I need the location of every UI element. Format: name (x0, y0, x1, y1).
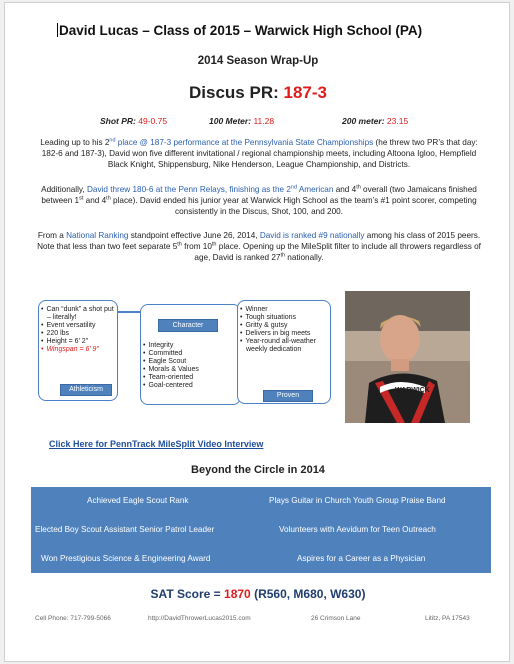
footer-address: 26 Crimson Lane (311, 615, 361, 622)
proven-list: • Winner • Tough situations • Gritty & gutsy • Delivers in big meets • Year-round all-weather weekly dedication (238, 306, 330, 354)
wingspan-item: • Wingspan = 6’ 9” (47, 346, 117, 354)
season-subtitle: 2014 Season Wrap-Up (197, 55, 319, 67)
paragraph-state-championship: Leading up to his 2nd place @ 187-3 performance at the Pennsylvania State Championships (he threw two PR’s that day: 182-6 and 187-3), David won five different invitational / regional championship meets, including Altoona Igloo, Hempfield Black Knight, Shippensburg, Nike Henderson, League Championship, and Districts. (40, 137, 478, 169)
beyond-title: Beyond the Circle in 2014 (191, 464, 325, 476)
beyond-item: Elected Boy Scout Assistant Senior Patrol Leader (35, 525, 215, 534)
text-cursor (57, 23, 58, 37)
footer-city: Lititz, PA 17543 (425, 615, 470, 622)
proven-label: Proven (263, 390, 313, 402)
discus-pr: Discus PR: 187-3 (189, 83, 327, 102)
athlete-photo (345, 291, 470, 423)
athleticism-label: Athleticism (60, 384, 112, 396)
footer-phone: Cell Phone: 717-799-5066 (35, 615, 111, 622)
paragraph-penn-relays: Additionally, David threw 180-6 at the Penn Relays, finishing as the 2nd American and 4th overall (two Jamaicans finished between 1st and 4th place). David ended his junior year at Warwick High School as the team’s #1 point scorer, competing consistently in the Discus, Shot, 100, and 200. (41, 184, 477, 216)
ranked-ninth-link[interactable]: David is ranked #9 nationally (259, 231, 365, 240)
pr-200m: 200 meter: 23.15 (342, 116, 409, 126)
athleticism-list: • Can “dunk” a shot put – literally! • Event versatility • 220 lbs • Height = 6’ 2” • Wingspan = 6’ 9” (39, 306, 117, 354)
beyond-panel (31, 487, 491, 573)
video-interview-link[interactable]: Click Here for PennTrack MileSplit Video Interview (49, 439, 264, 449)
beyond-item: Plays Guitar in Church Youth Group Praise Band (269, 496, 446, 505)
document-title: David Lucas – Class of 2015 – Warwick High School (PA) (59, 23, 423, 38)
paragraph-national-ranking: From a National Ranking standpoint effective June 26, 2014, David is ranked #9 nationally among his class of 2015 peers. Note that less than two feet separate 5th from 10th place. Opening up the MileSplit filter to include all throwers regardless of age, David is ranked 27th nationally. (37, 231, 481, 262)
sat-score-value: 1870 (224, 587, 251, 601)
state-championship-link[interactable]: place @ 187-3 performance at the Pennsylvania State Championships (115, 138, 374, 147)
discus-pr-value: 187-3 (283, 83, 327, 102)
beyond-item: Achieved Eagle Scout Rank (87, 496, 189, 505)
beyond-item: Aspires for a Career as a Physician (297, 554, 426, 563)
national-ranking-link[interactable]: National Ranking (66, 231, 129, 240)
character-list: • Integrity • Committed • Eagle Scout • Morals & Values • Team-oriented • Goal-centered (141, 342, 240, 390)
athlete-photo-illustration (345, 291, 470, 423)
pr-100m: 100 Meter: 11.28 (209, 116, 275, 126)
document-page (4, 2, 510, 662)
sat-score: SAT Score = 1870 (R560, M680, W630) (150, 587, 366, 601)
character-label: Character (158, 319, 218, 332)
beyond-item: Volunteers with Aevidum for Teen Outreach (279, 525, 436, 534)
penn-relays-link[interactable]: David threw 180-6 at the Penn Relays, finishing as the 2 (86, 185, 291, 194)
beyond-item: Won Prestigious Science & Engineering Award (41, 554, 211, 563)
footer-url[interactable]: http://DavidThrowerLucas2015.com (148, 615, 251, 622)
svg-text:WARWICK: WARWICK (395, 387, 430, 394)
proven-box (237, 300, 331, 404)
pr-shot: Shot PR: 49-0.75 (100, 116, 168, 126)
